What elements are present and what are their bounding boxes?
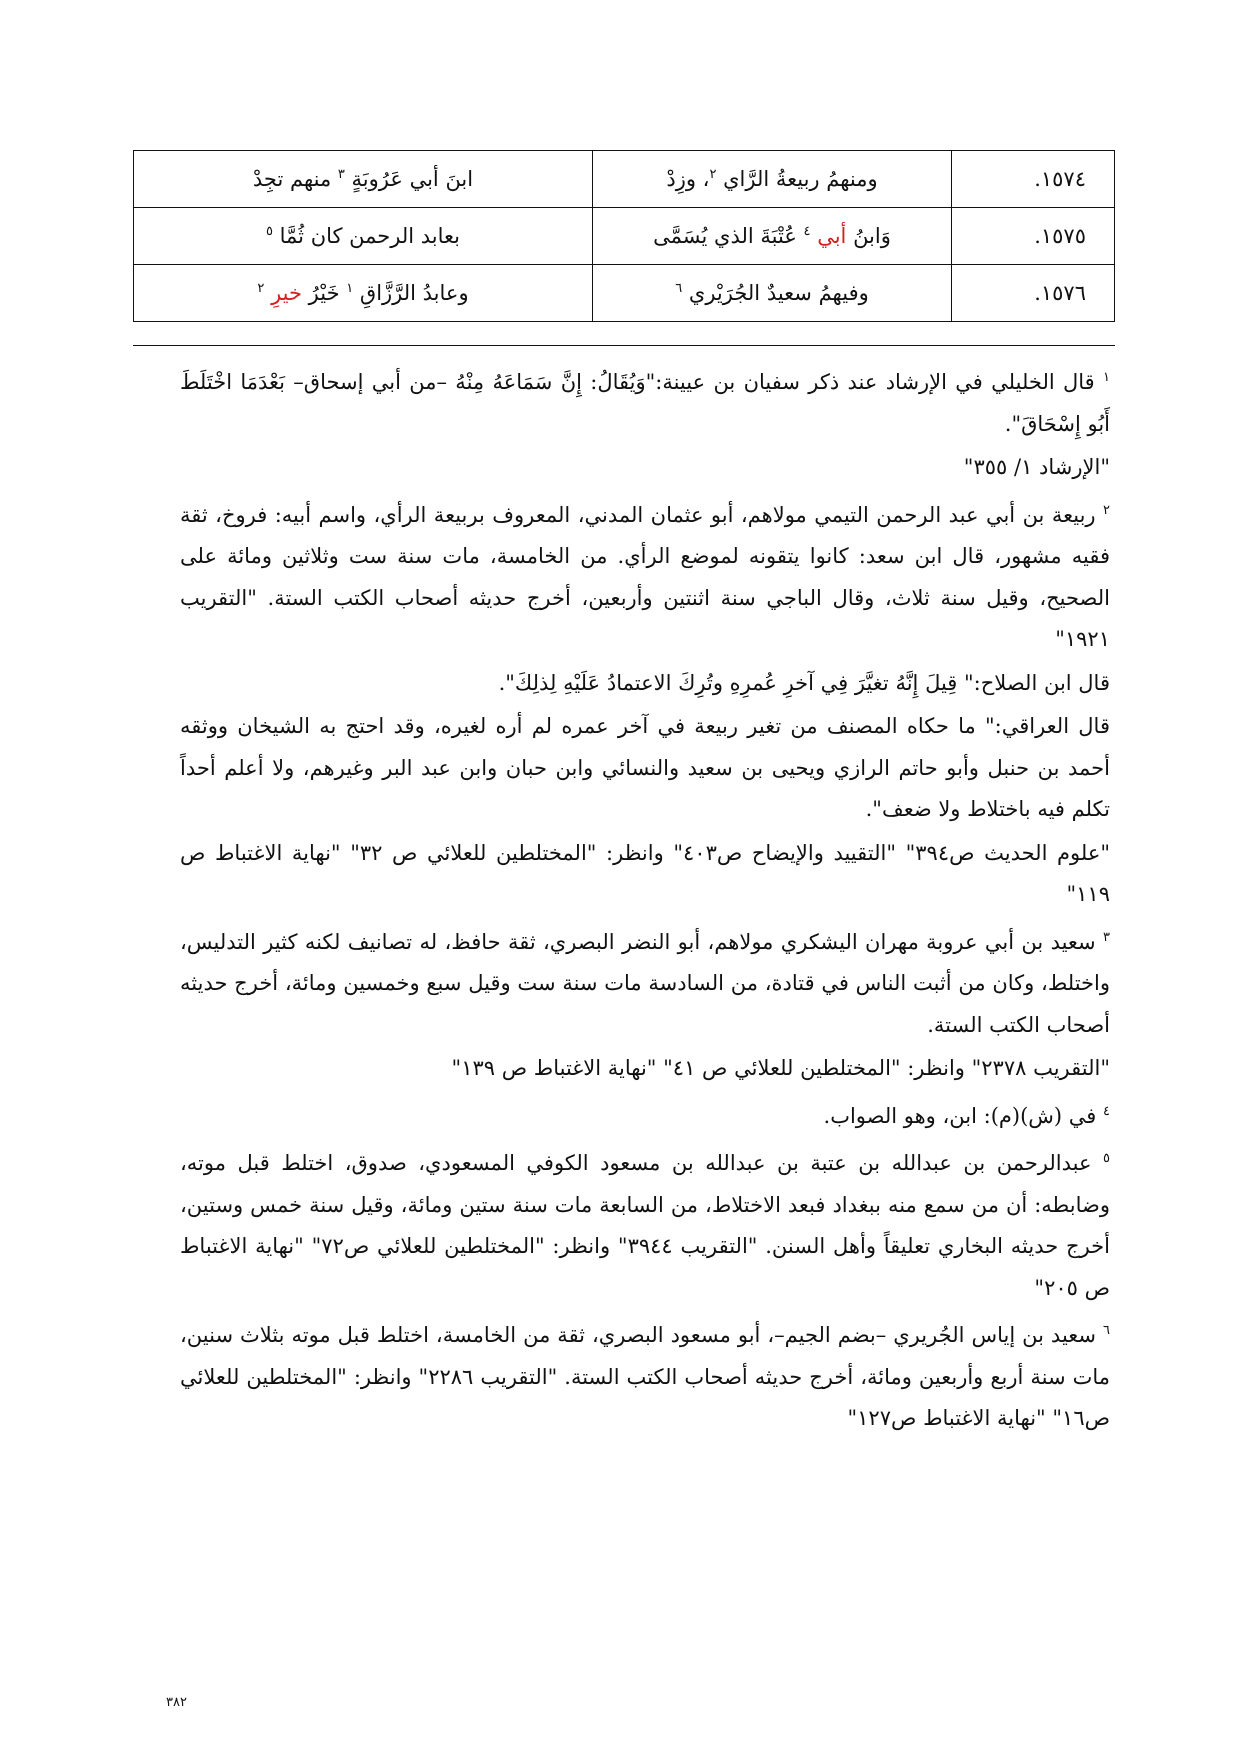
verse-hemistich-second: بعابد الرحمن كان ثُمَّا $^٥$ [134, 208, 593, 265]
footnote-ref: ٥ [265, 224, 273, 239]
verse-hemistich-first: ومنهمُ ربيعةُ الرَّاي $^٢$، وزِدْ [593, 151, 952, 208]
footnote: $^٥$ عبدالرحمن بن عبدالله بن عتبة بن عبدالله بن مسعود الكوفي المسعودي، صدوق، اختلط قبل موته، وضابطه: أن من سمع منه ببغداد فبعد الاختلاط، من السابعة مات سنة ستين ومائة، وقيل سنة خمس وستين، أخرج حديثه البخاري تعليقاً وأهل السنن. "التقريب ٣٩٤٤" وانظر: "المختلطين للعلائي ص٧٢" "نهاية الاغتباط ص ٢٠٥" [180, 1151, 1110, 1300]
footnote-ref: ٣ [337, 167, 345, 182]
footnote-paragraph: "الإرشاد ١/ ٣٥٥" [963, 455, 1110, 479]
footnote-mark: ٦ [1103, 1323, 1110, 1338]
footnote: $^٦$ سعيد بن إياس الجُريري –بضم الجيم–، أبو مسعود البصري، ثقة من الخامسة، اختلط قبل موته بثلاث سنين، مات سنة أربع وأربعين ومائة، أخرج حديثه أصحاب الكتب الستة. "التقريب ٢٢٨٦" وانظر: "المختلطين للعلائي ص١٦" "نهاية الاغتباط ص١٢٧" [180, 1323, 1110, 1430]
footnote-separator [133, 345, 1115, 346]
verse-number: ١٥٧٥. [952, 208, 1115, 265]
verse-hemistich-first: وفيهمُ سعيدٌ الجُرَيْري $^٦$ [593, 265, 952, 322]
footnote-mark: ٤ [1103, 1103, 1110, 1119]
verse-number: ١٥٧٦. [952, 265, 1115, 322]
footnote-ref: ٦ [675, 281, 683, 296]
footnote: $^٤$ في (ش)(م): ابن، وهو الصواب. [823, 1103, 1110, 1128]
footnote-mark: ١ [1103, 370, 1110, 385]
variant-word: أبي [817, 224, 847, 248]
verse-table [133, 150, 1115, 322]
footnote-paragraph: "علوم الحديث ص٣٩٤" "التقييد والإيضاح ص٤٠٣" وانظر: "المختلطين للعلائي ص ٣٢" "نهاية الاغتباط ص ١١٩" [180, 840, 1111, 906]
footnote-ref: ٤ [803, 224, 811, 239]
footnote: $^٣$ سعيد بن أبي عروبة مهران اليشكري مولاهم، أبو النضر البصري، ثقة حافظ، له تصانيف لكنه كثير التدليس، واختلط، وكان من أثبت الناس في قتادة، من السادسة مات سنة ست وقيل سبع وخمسين ومائة، أخرج حديثه أصحاب الكتب الستة. [180, 929, 1110, 1037]
verse-row [134, 265, 1115, 322]
verse-number: ١٥٧٤. [952, 151, 1115, 208]
page-number: ٣٨٢ [166, 1695, 187, 1710]
footnote-paragraph: قال العراقي:" ما حكاه المصنف من تغير ربيعة في آخر عمره لم أره لغيره، وقد احتج به الشيخان ووثقه أحمد بن حنبل وأبو حاتم الرازي ويحيى بن سعيد والنسائي وابن حبان وابن عبد البر وغيرهم، ولا أعلم أحداً تكلم فيه باختلاط ولا ضعف". [180, 714, 1110, 821]
verse-row [134, 151, 1115, 208]
verse-row [134, 208, 1115, 265]
footnote-ref: ١ [346, 281, 354, 296]
footnote-paragraph: قال ابن الصلاح:" قِيلَ إِنَّهُ تغيَّرَ فِي آخرِ عُمرِهِ وتُرِكَ الاعتمادُ عَلَيْهِ لِذلِكَ". [498, 670, 1110, 695]
footnote-paragraph: "التقريب ٢٣٧٨" وانظر: "المختلطين للعلائي ص ٤١" "نهاية الاغتباط ص ١٣٩" [451, 1056, 1110, 1080]
footnote-mark: ٢ [1103, 502, 1110, 518]
footnote: $^٢$ ربيعة بن أبي عبد الرحمن التيمي مولاهم، أبو عثمان المدني، المعروف بربيعة الرأي، واسم أبيه: فروخ، ثقة فقيه مشهور، قال ابن سعد: كانوا يتقونه لموضع الرأي. من الخامسة، مات سنة ست وثلاثين ومائة على الصحيح، وقيل سنة ثلاث، وقال الباجي سنة اثنتين وأربعين، أخرج حديثه أصحاب الكتب الستة. "التقريب ١٩٢١" [180, 502, 1110, 651]
variant-word: خيرِ [271, 281, 302, 305]
verse-hemistich-second: وعابدُ الرَّزَّاقِ $^١$ خَيْرُ خيرِ $^٢$ [134, 265, 593, 322]
footnotes [180, 362, 1110, 1446]
footnote-ref: ٢ [709, 167, 717, 182]
footnote-mark: ٣ [1103, 929, 1110, 945]
footnote-ref: ٢ [257, 281, 265, 296]
verse-hemistich-first: وَابنُ أبي $^٤$ عُتْبَةَ الذي يُسَمَّى [593, 208, 952, 265]
footnote-mark: ٥ [1103, 1151, 1110, 1166]
verse-hemistich-second: ابنَ أبي عَرُوبَةٍ $^٣$ منهم تجِدْ [134, 151, 593, 208]
footnote: $^١$ قال الخليلي في الإرشاد عند ذكر سفيان بن عيينة:"وَيُقَالُ: إِنَّ سَمَاعَهُ مِنْهُ –من أبي إسحاق– بَعْدَمَا اخْتَلَطَ أَبُو إِسْحَاقَ". [180, 370, 1110, 436]
